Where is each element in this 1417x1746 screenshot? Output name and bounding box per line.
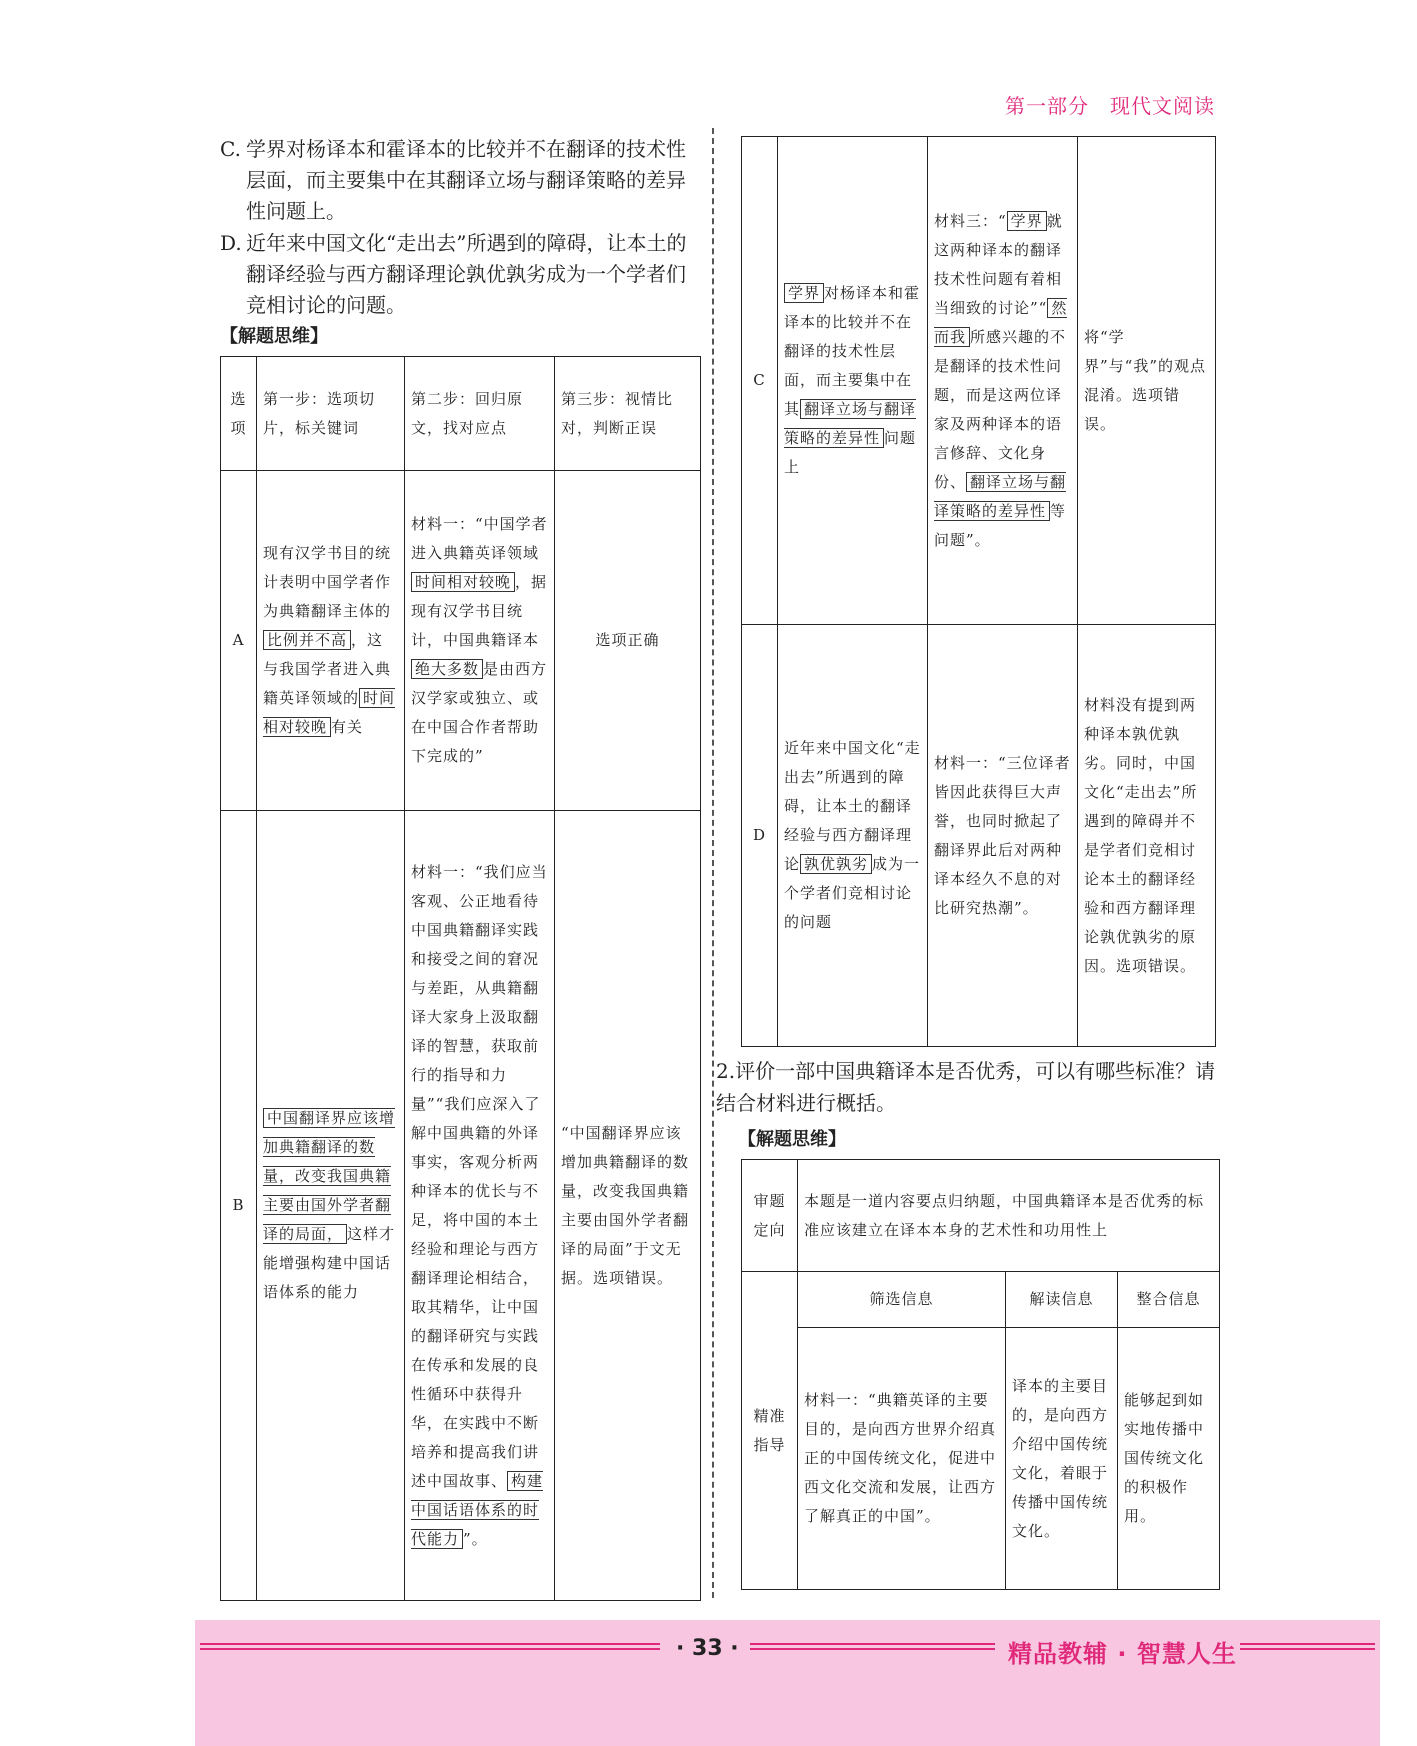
- row-b-step2: 材料一：“我们应当客观、公正地看待中国典籍翻译实践和接受之间的窘况与差距，从典籍翻译大家身上汲取翻译的智慧，获取前行的指导和力量”“我们应深入了解中国典籍的外译事实，客观分析两种译本的优长与不足，将中国的本土经验和理论与西方翻译理论相结合，取其精华，让中国的翻译研究与实践在传承和发展的良性循环中获得升华，在实践中不断培养和提高我们讲述中国故事、 构建中国话语体系的时代能力 ”。: [405, 811, 555, 1601]
- question-2: [716, 1055, 1226, 1119]
- solution-thinking-label-2: 【解题思维】: [738, 1129, 846, 1150]
- option-c: [220, 134, 700, 227]
- header-step2: 第二步：回归原文，找对应点: [405, 357, 555, 471]
- keyword-box: 翻译立场与翻译策略的差异性: [784, 400, 917, 447]
- header-step3: 第三步：视情比对，判断正误: [555, 357, 701, 471]
- footer-rule-right: [1240, 1643, 1375, 1650]
- row-d-step3: 材料没有提到两种译本孰优孰劣。同时，中国文化“走出去”所遇到的障碍并不是学者们竞相讨论本土的翻译经验和西方翻译理论孰优孰劣的原因。选项错误。: [1078, 625, 1216, 1047]
- guidance-integrate-text: 能够起到如实地传播中国传统文化的积极作用。: [1118, 1328, 1220, 1590]
- row-d-step1: 近年来中国文化“走出去”所遇到的障碍，让本土的翻译经验与西方翻译理论 孰优孰劣 成为一个学者们竞相讨论的问题: [778, 625, 928, 1047]
- analysis-table-left: [220, 356, 701, 1601]
- keyword-box: 比例并不高: [263, 630, 351, 650]
- guidance-row-1: [742, 1160, 1220, 1272]
- keyword-box: 孰优孰劣: [800, 854, 872, 874]
- option-d-letter: D.: [220, 231, 242, 255]
- table-header-row: [221, 357, 701, 471]
- table-row-a: [221, 471, 701, 811]
- guidance-col-filter: 筛选信息: [798, 1272, 1006, 1328]
- row-b-step1: 中国翻译界应该增加典籍翻译的数量，改变我国典籍主要由国外学者翻译的局面， 这样才能增强构建中国话语体系的能力: [257, 811, 405, 1601]
- row-c-label: C: [742, 137, 778, 625]
- question-2-text: 评价一部中国典籍译本是否优秀，可以有哪些标准？请结合材料进行概括。: [716, 1059, 1216, 1115]
- table-row-c: [742, 137, 1216, 625]
- solution-thinking-label: 【解题思维】: [220, 326, 328, 347]
- footer-slogan: 精品教辅 · 智慧人生: [1008, 1640, 1237, 1668]
- keyword-box: 学界: [1007, 211, 1047, 231]
- guidance-row1-text: 本题是一道内容要点归纳题，中国典籍译本是否优秀的标准应该建立在译本本身的艺术性和功用性上: [798, 1160, 1220, 1272]
- option-c-letter: C.: [220, 137, 241, 161]
- keyword-box: 然而我: [934, 298, 1068, 346]
- row-a-label: A: [221, 471, 257, 811]
- row-c-step1: 学界 对杨译本和霍译本的比较并不在翻译的技术性层面，而主要集中在其 翻译立场与翻译策略的差异性 问题上: [778, 137, 928, 625]
- row-b-label: B: [221, 811, 257, 1601]
- guidance-row2-label: 精准指导: [742, 1272, 798, 1590]
- guidance-header-row: [742, 1272, 1220, 1328]
- option-c-text: 学界对杨译本和霍译本的比较并不在翻译的技术性层面，而主要集中在其翻译立场与翻译策略的差异性问题上。: [246, 137, 686, 223]
- option-d-text: 近年来中国文化“走出去”所遇到的障碍，让本土的翻译经验与西方翻译理论孰优孰劣成为一个学者们竞相讨论的问题。: [246, 231, 687, 317]
- footer-rule-left: [200, 1643, 660, 1650]
- analysis-table-right: [741, 136, 1216, 1047]
- guidance-col-interpret: 解读信息: [1006, 1272, 1118, 1328]
- table-row-b: [221, 811, 701, 1601]
- row-a-step1: 现有汉学书目的统计表明中国学者作为典籍翻译主体的比例并不高 ，这与我国学者进入典籍英译领域的 时间相对较晚 有关: [257, 471, 405, 811]
- column-divider: [712, 128, 714, 1598]
- guidance-col-integrate: 整合信息: [1118, 1272, 1220, 1328]
- option-d: [220, 228, 700, 321]
- keyword-box: 学界: [784, 283, 824, 303]
- keyword-box: 时间相对较晚: [263, 689, 396, 736]
- keyword-box: 翻译立场与翻译策略的差异性: [934, 472, 1067, 520]
- row-a-step2: 材料一：“中国学者进入典籍英译领域时间相对较晚 ，据现有汉学书目统计，中国典籍译本绝大多数 是由西方汉学家或独立、或在中国合作者帮助下完成的”: [405, 471, 555, 811]
- row-c-step3: 将“学界”与“我”的观点混淆。选项错误。: [1078, 137, 1216, 625]
- keyword-box: 构建中国话语体系的时代能力: [411, 1471, 544, 1548]
- guidance-filter-text: 材料一：“典籍英译的主要目的，是向西方世界介绍真正的中国传统文化，促进中西文化交流和发展，让西方了解真正的中国”。: [798, 1328, 1006, 1590]
- guidance-row1-label: 审题定向: [742, 1160, 798, 1272]
- guidance-interpret-text: 译本的主要目的，是向西方介绍中国传统文化，着眼于传播中国传统文化。: [1006, 1328, 1118, 1590]
- guidance-table: [741, 1159, 1220, 1590]
- row-b-step3: “中国翻译界应该增加典籍翻译的数量，改变我国典籍主要由国外学者翻译的局面”于文无据。选项错误。: [555, 811, 701, 1601]
- row-d-label: D: [742, 625, 778, 1047]
- row-c-step2: 材料三：“ 学界 就这两种译本的翻译技术性问题有着相当细致的讨论”“ 然而我 所感兴趣的不是翻译的技术性问题，而是这两位译家及两种译本的语言修辞、文化身份、 翻译立场与翻译策略的差异性 等问题”。: [928, 137, 1078, 625]
- footer-rule-middle: [750, 1643, 995, 1650]
- header-step1: 第一步：选项切片，标关键词: [257, 357, 405, 471]
- keyword-box: 时间相对较晚: [411, 572, 515, 592]
- guidance-content-row: [742, 1328, 1220, 1590]
- table-row-d: [742, 625, 1216, 1047]
- row-a-step3: 选项正确: [555, 471, 701, 811]
- section-header: 第一部分 现代文阅读: [1005, 94, 1215, 118]
- question-2-number: 2.: [716, 1059, 736, 1083]
- row-d-step2: 材料一：“三位译者皆因此获得巨大声誉，也同时掀起了翻译界此后对两种译本经久不息的对比研究热潮”。: [928, 625, 1078, 1047]
- header-option: 选项: [221, 357, 257, 471]
- keyword-box: 绝大多数: [411, 659, 483, 679]
- keyword-box: 中国翻译界应该增加典籍翻译的数量，改变我国典籍主要由国外学者翻译的局面，: [263, 1109, 396, 1243]
- page-number: · 33 ·: [676, 1636, 739, 1661]
